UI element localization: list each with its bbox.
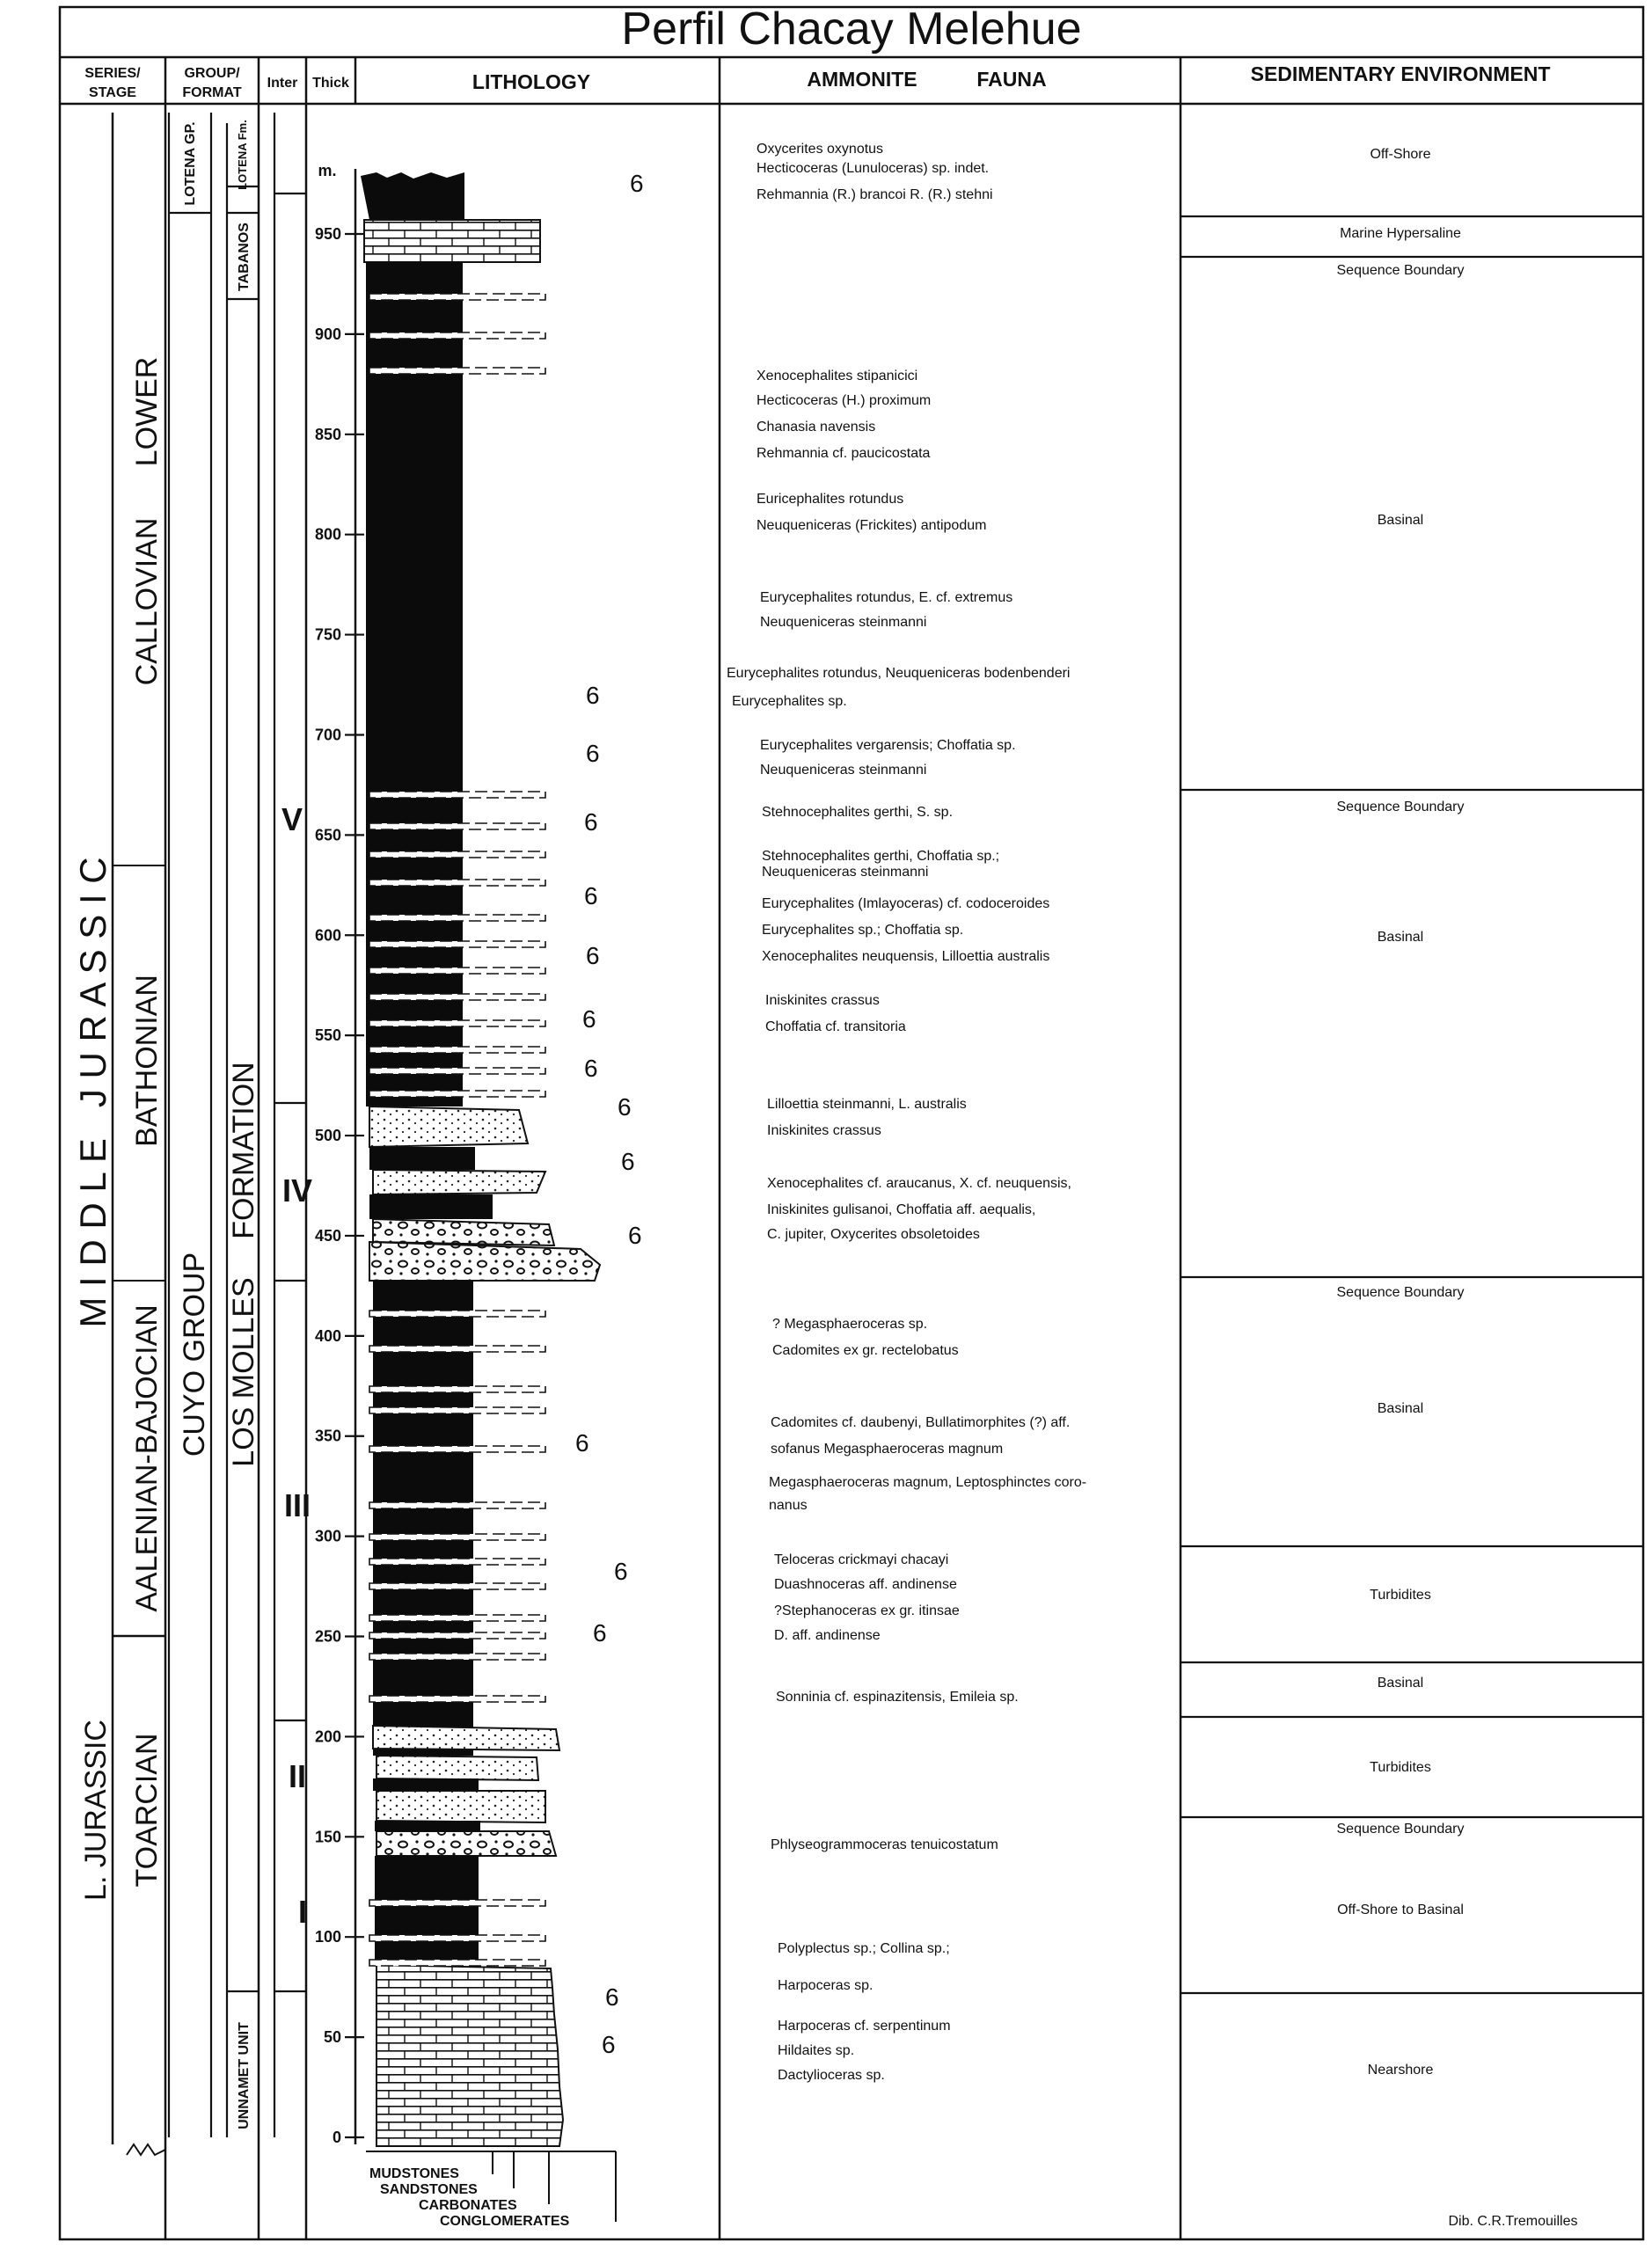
environment-entry: Basinal [1377,930,1424,945]
fauna-entry: Stehnocephalites gerthi, S. sp. [762,805,954,820]
ammonite-icon: 6 [593,1619,607,1647]
fauna-entry: Eurycephalites rotundus, E. cf. extremus [760,590,1013,605]
lithology-column [361,172,600,2146]
formation-lotena-fm: LOTENA Fm. [236,120,249,190]
interval-label: III [283,1487,311,1523]
fauna-entry: Phlyseogrammoceras tenuicostatum [771,1837,998,1852]
environment-entry: Nearshore [1367,2063,1434,2078]
series-stage-column [72,113,165,2155]
series-lower-jurassic: L. JURASSIC [79,1720,113,1901]
fauna-entry: Cadomites cf. daubenyi, Bullatimorphites (?) aff. [771,1415,1071,1430]
fauna-entry: Stehnocephalites gerthi, Choffatia sp.; [762,849,1000,864]
formation-los-molles: LOS MOLLES [227,1277,260,1467]
formation-formation: FORMATION [227,1062,260,1239]
header-ammonite: AMMONITE [807,68,917,91]
mudstone-body [366,262,463,1106]
thickness-axis [315,162,364,2146]
carbonate-unit [376,1965,563,2146]
ammonite-icon: 6 [586,740,600,767]
header-stage: STAGE [89,85,136,100]
environment-entry: Marine Hypersaline [1340,226,1461,241]
thickness-tick-label: 200 [314,1727,341,1746]
series-middle-jurassic: M I D D L E J U R A S S I C [72,857,113,1328]
header-format: FORMAT [182,85,242,100]
formation-unnamed-unit: UNNAMET UNIT [237,2022,252,2129]
thin-bed [369,1311,545,1317]
thin-bed [369,1632,545,1639]
interval-label: V [281,801,303,837]
fauna-entry: nanus [769,1498,808,1513]
environment-entry: Turbidites [1370,1588,1431,1603]
sandstone-bed [373,1170,545,1194]
thin-bed [369,1346,545,1352]
legend-sandstones: SANDSTONES [380,2182,478,2197]
fauna-entry: Oxycerites oxynotus [757,142,884,157]
header-lithology: LITHOLOGY [471,70,591,93]
environment-entry: Basinal [1377,513,1424,528]
thin-bed [369,1386,545,1392]
thin-bed [369,1047,545,1053]
thin-bed [369,941,545,947]
fauna-entry: Rehmannia cf. paucicostata [757,446,931,461]
thin-bed [369,368,545,374]
mudstone-body-upper [361,172,464,220]
mudstone-body [369,1147,475,1170]
fauna-entry: Harpoceras cf. serpentinum [778,2019,951,2034]
ammonite-icon: 6 [618,1093,632,1121]
stage-toarcian: TOARCIAN [130,1733,164,1888]
ammonite-icon: 6 [630,170,644,197]
fauna-entry: D. aff. andinense [774,1628,881,1643]
group-cuyo-group: CUYO GROUP [178,1252,211,1457]
conglomerate-bed [369,1242,600,1281]
header-environment: SEDIMENTARY ENVIRONMENT [1250,62,1551,85]
header-inter: Inter [267,76,298,91]
fauna-entry: Chanasia navensis [757,420,876,435]
turbidite-sandstones [376,1756,538,1780]
fauna-entry: Neuqueniceras steinmanni [760,763,927,778]
fauna-entry: Rehmannia (R.) brancoi R. (R.) stehni [757,187,993,202]
environment-entry: Basinal [1377,1676,1424,1691]
fauna-entry: Harpoceras sp. [778,1978,874,1993]
thin-bed [369,332,545,339]
fauna-entry: Eurycephalites rotundus, Neuqueniceras bodenbenderi [727,666,1071,681]
thin-bed [369,823,545,829]
thin-bed [369,1068,545,1074]
ammonite-fauna-list [727,142,1086,2083]
header-group: GROUP/ [184,66,240,81]
fauna-entry: Sonninia cf. espinazitensis, Emileia sp. [776,1690,1019,1705]
thickness-tick-label: 300 [314,1527,341,1545]
thickness-tick-label: 850 [314,425,341,443]
lithology-legend [366,2151,616,2229]
ammonite-icon: 6 [582,1005,596,1033]
mudstone-body [373,1778,479,1791]
fauna-entry: Iniskinites gulisanoi, Choffatia aff. aequalis, [767,1202,1036,1217]
thin-bed [369,851,545,858]
fauna-entry: C. jupiter, Oxycerites obsoletoides [767,1227,980,1242]
fauna-entry: Iniskinites crassus [767,1123,881,1138]
fauna-entry: Xenocephalites cf. araucanus, X. cf. neuquensis, [767,1176,1071,1191]
thin-bed [369,1900,545,1906]
thickness-tick-label: 650 [314,826,341,844]
thin-bed [369,1407,545,1413]
ammonite-icon: 6 [584,1055,598,1082]
thickness-tick-label: 550 [314,1026,341,1045]
thickness-tick-label: 450 [314,1226,341,1245]
fauna-entry: Cadomites ex gr. rectelobatus [772,1343,959,1358]
environment-entry: Sequence Boundary [1336,263,1465,278]
thin-bed [369,1559,545,1565]
turbidite-sandstones [373,1726,559,1750]
thin-bed [369,880,545,886]
environment-labels [1337,147,1465,2078]
ammonite-icon: 6 [628,1222,642,1249]
ammonite-icon: 6 [584,808,598,836]
header-row [84,62,1550,100]
environment-dividers [1181,216,1643,1993]
fauna-entry: Hecticoceras (H.) proximum [757,393,932,408]
fauna-entry: Xenocephalites neuquensis, Lilloettia australis [762,949,1050,964]
thickness-tick-label: 750 [314,625,341,644]
ammonite-symbols [575,170,644,2058]
thickness-unit: m. [318,162,337,179]
thin-bed [369,1502,545,1508]
fauna-entry: Polyplectus sp.; Collina sp.; [778,1941,950,1956]
interval-label: IV [281,1172,313,1209]
thin-bed [369,968,545,974]
thin-bed [369,1615,545,1621]
fauna-entry: Neuqueniceras steinmanni [762,865,929,880]
fauna-entry: Eurycephalites sp.; Choffatia sp. [762,923,964,938]
thin-bed [369,915,545,921]
environment-entry: Basinal [1377,1401,1424,1416]
thickness-tick-label: 400 [314,1326,341,1345]
conglomerate-bed [376,1831,556,1856]
fauna-entry: Hecticoceras (Lunuloceras) sp. indet. [757,161,990,176]
stage-callovian: CALLOVIAN [130,517,164,686]
ammonite-icon: 6 [614,1558,628,1585]
header-thick: Thick [312,76,349,91]
legend-conglomerates: CONGLOMERATES [440,2214,570,2229]
ammonite-icon: 6 [621,1148,635,1175]
thin-bed [369,1446,545,1452]
ammonite-icon: 6 [586,682,600,709]
stage-lower: LOWER [130,356,164,467]
ammonite-icon: 6 [584,882,598,909]
header-fauna: FAUNA [976,68,1047,91]
mudstone-body [369,1194,493,1219]
ammonite-icon: 6 [586,942,600,969]
conglomerate-bed [373,1219,554,1245]
fauna-entry: Dactylioceras sp. [778,2068,885,2083]
environment-entry: Sequence Boundary [1336,1285,1465,1300]
header-series: SERIES/ [84,66,141,81]
thin-bed [369,1960,545,1966]
thickness-tick-label: 950 [314,225,341,243]
environment-entry: Sequence Boundary [1336,800,1465,814]
fauna-entry: Neuqueniceras (Frickites) antipodum [757,518,987,533]
environment-entry: Sequence Boundary [1336,1822,1465,1837]
stage-bathonian: BATHONIAN [130,975,164,1147]
group-lotena-gp: LOTENA GP. [183,121,198,206]
thin-bed [369,1935,545,1941]
formation-tabanos: TABANOS [237,223,252,291]
fauna-entry: Hildaites sp. [778,2043,855,2058]
thickness-tick-label: 150 [314,1828,341,1846]
mudstone-body [375,1821,480,1831]
thickness-tick-label: 700 [314,726,341,744]
environment-entry: Off-Shore to Basinal [1337,1902,1464,1917]
ammonite-icon: 6 [605,1983,619,2011]
thickness-tick-label: 100 [314,1928,341,1946]
drawing-credit: Dib. C.R.Tremouilles [1448,2214,1578,2229]
interval-label: I [297,1894,308,1930]
sandstone-beds [369,1106,528,1147]
thin-bed [369,1696,545,1702]
environment-entry: Turbidites [1370,1760,1431,1775]
figure-title: Perfil Chacay Melehue [621,4,1082,55]
ammonite-icon: 6 [575,1429,589,1457]
fauna-entry: Teloceras crickmayi chacayi [774,1552,949,1567]
fauna-entry: Xenocephalites stipanicici [757,369,918,383]
fauna-entry: Duashnoceras aff. andinense [774,1577,957,1592]
thickness-tick-label: 0 [332,2129,341,2146]
legend-carbonates: CARBONATES [419,2198,517,2213]
thin-bed [369,1534,545,1540]
turbidite-sandstones [376,1791,545,1822]
fauna-entry: sofanus Megasphaeroceras magnum [771,1442,1004,1457]
thin-bed [369,994,545,1000]
thin-bed [369,1583,545,1589]
thickness-tick-label: 250 [314,1627,341,1646]
mudstone-body [375,1856,479,1965]
environment-entry: Off-Shore [1370,147,1431,162]
fauna-entry: Eurycephalites (Imlayoceras) cf. codoceroides [762,896,1050,911]
fauna-entry: Eurycephalites vergarensis; Choffatia sp. [760,738,1016,753]
fauna-entry: Iniskinites crassus [765,993,880,1008]
interval-label: II [288,1758,307,1794]
thin-bed [369,1091,545,1097]
fauna-entry: Megasphaeroceras magnum, Leptosphinctes coro- [769,1475,1087,1490]
thickness-tick-label: 900 [314,325,341,343]
fauna-entry: ? Megasphaeroceras sp. [772,1317,928,1332]
fauna-entry: Neuqueniceras steinmanni [760,615,927,630]
thickness-tick-label: 500 [314,1127,341,1145]
thickness-tick-label: 600 [314,926,341,945]
fauna-entry: Choffatia cf. transitoria [765,1019,906,1034]
legend-mudstones: MUDSTONES [369,2166,459,2181]
fauna-entry: ?Stephanoceras ex gr. itinsae [774,1603,960,1618]
hypersaline-bed [364,220,540,262]
interval-column [274,113,306,2137]
thin-bed [369,1020,545,1026]
thin-bed [369,294,545,300]
fauna-entry: Eurycephalites sp. [732,694,847,709]
thickness-tick-label: 50 [323,2028,341,2047]
thickness-tick-label: 800 [314,525,341,544]
thickness-tick-label: 350 [314,1427,341,1445]
ammonite-icon: 6 [602,2031,616,2058]
thin-bed [369,1654,545,1660]
fauna-entry: Lilloettia steinmanni, L. australis [767,1097,967,1112]
thin-bed [369,792,545,798]
fauna-entry: Euricephalites rotundus [757,492,904,507]
stage-aalenian-bajocian: AALENIAN-BAJOCIAN [130,1304,164,1612]
